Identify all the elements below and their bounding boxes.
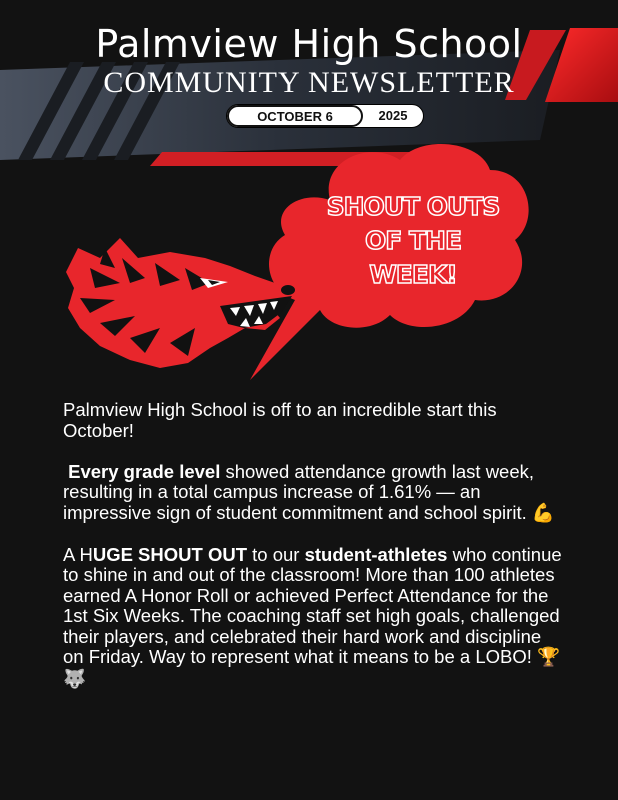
athletes-bold-students: student-athletes [304, 543, 448, 565]
attendance-text: showed attendance growth last week, resulting in a total campus increase of 1.61% — an impressive sign of student commitment and school spirit. [63, 460, 535, 523]
date-year: 2025 [378, 108, 408, 123]
athletes-bold-shout: UGE SHOUT OUT [92, 543, 247, 565]
intro-text: Palmview High School is off to an incredible start this October! [63, 399, 497, 441]
newsletter-title: COMMUNITY NEWSLETTER [103, 66, 515, 99]
athletes-text-b: to our [247, 543, 305, 565]
wolf-head-icon [60, 228, 300, 378]
date-month: OCTOBER 6 [227, 105, 363, 127]
trophy-wolf-emoji: 🏆🐺 [63, 647, 561, 690]
school-name: Palmview High School [95, 22, 523, 66]
attendance-bold: Every grade level [68, 460, 221, 482]
athletes-text-a: A H [63, 543, 93, 565]
newsletter-body [63, 400, 563, 711]
shout-outs-heading [318, 190, 508, 292]
shout-outs-line1: SHOUT OUTS [326, 192, 500, 221]
athletes-text-c: who continue to shine in and out of the classroom! More than 100 athletes earned A Honor Roll or achieved Perfect Attendance for the 1st Six Weeks. The coaching staff set high goals, challenged their players, and celebrated their hard work and discipline on Friday. Way to represent what it means to be a LOBO! [63, 543, 562, 667]
intro-paragraph [63, 400, 563, 441]
athletes-paragraph [63, 545, 563, 691]
shout-outs-line2: OF THE WEEK! [364, 226, 462, 289]
flexed-bicep-emoji: 💪 [531, 502, 555, 524]
date-pill [226, 104, 424, 128]
attendance-paragraph [63, 462, 563, 525]
